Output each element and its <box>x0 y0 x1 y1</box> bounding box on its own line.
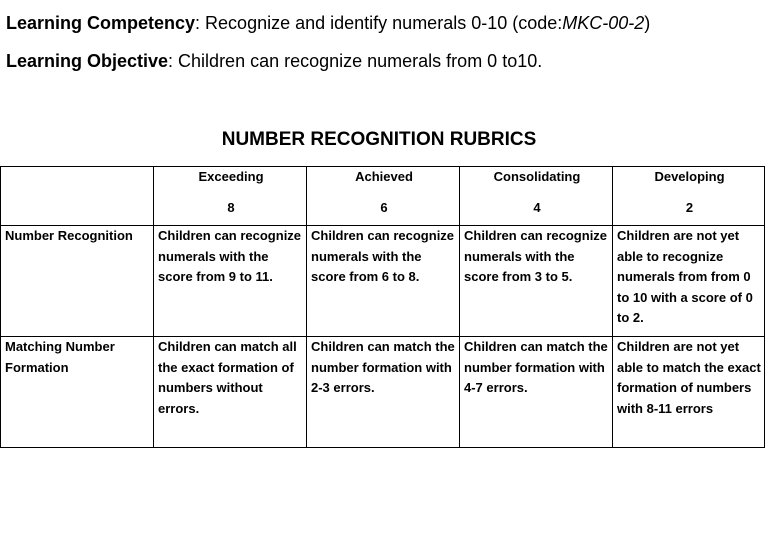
header-cell-exceeding <box>154 167 307 226</box>
header-level-score: 4 <box>533 199 541 215</box>
header-cell-consolidating <box>460 167 613 226</box>
criterion-cell: Number Recognition <box>1 226 154 337</box>
descriptor-cell: Children can recognize numerals with the score from 9 to 11. <box>154 226 307 337</box>
learning-competency-close: ) <box>644 13 651 33</box>
header-level-score: 8 <box>227 199 235 215</box>
rubric-title: NUMBER RECOGNITION RUBRICS <box>221 129 537 150</box>
criterion-cell: Matching Number Formation <box>1 337 154 448</box>
learning-competency-text: : Recognize and identify numerals 0-10 (code: <box>195 13 563 33</box>
learning-competency-label: Learning Competency <box>6 13 196 33</box>
descriptor-cell: Children are not yet able to recognize numerals from from 0 to 10 with a score of 0 to 2. <box>613 226 765 337</box>
empty-corner-cell <box>1 167 154 226</box>
descriptor-cell: Children can match all the exact formation of numbers without errors. <box>154 337 307 448</box>
table-row <box>1 226 765 337</box>
rubric-table <box>0 166 765 448</box>
learning-competency-line <box>6 13 650 34</box>
table-header-row <box>1 167 765 226</box>
learning-objective-line <box>6 51 542 72</box>
header-level-score: 6 <box>380 199 388 215</box>
descriptor-cell: Children can match the number formation with 2-3 errors. <box>307 337 460 448</box>
descriptor-cell: Children can match the number formation with 4-7 errors. <box>460 337 613 448</box>
header-cell-achieved <box>307 167 460 226</box>
descriptor-cell: Children can recognize numerals with the score from 3 to 5. <box>460 226 613 337</box>
header-level-name: Achieved <box>355 169 413 184</box>
header-level-name: Consolidating <box>493 169 581 184</box>
header-level-score: 2 <box>685 199 694 215</box>
header-cell-developing <box>613 167 765 226</box>
learning-objective-label: Learning Objective <box>6 51 169 71</box>
descriptor-cell: Children can recognize numerals with the score from 6 to 8. <box>307 226 460 337</box>
table-row <box>1 337 765 448</box>
header-level-name: Developing <box>654 169 725 184</box>
descriptor-cell: Children are not yet able to match the exact formation of numbers with 8-11 errors <box>613 337 765 448</box>
learning-competency-code: MKC-00-2 <box>562 13 645 33</box>
header-level-name: Exceeding <box>198 169 264 184</box>
learning-objective-text: : Children can recognize numerals from 0 to10. <box>168 51 543 71</box>
